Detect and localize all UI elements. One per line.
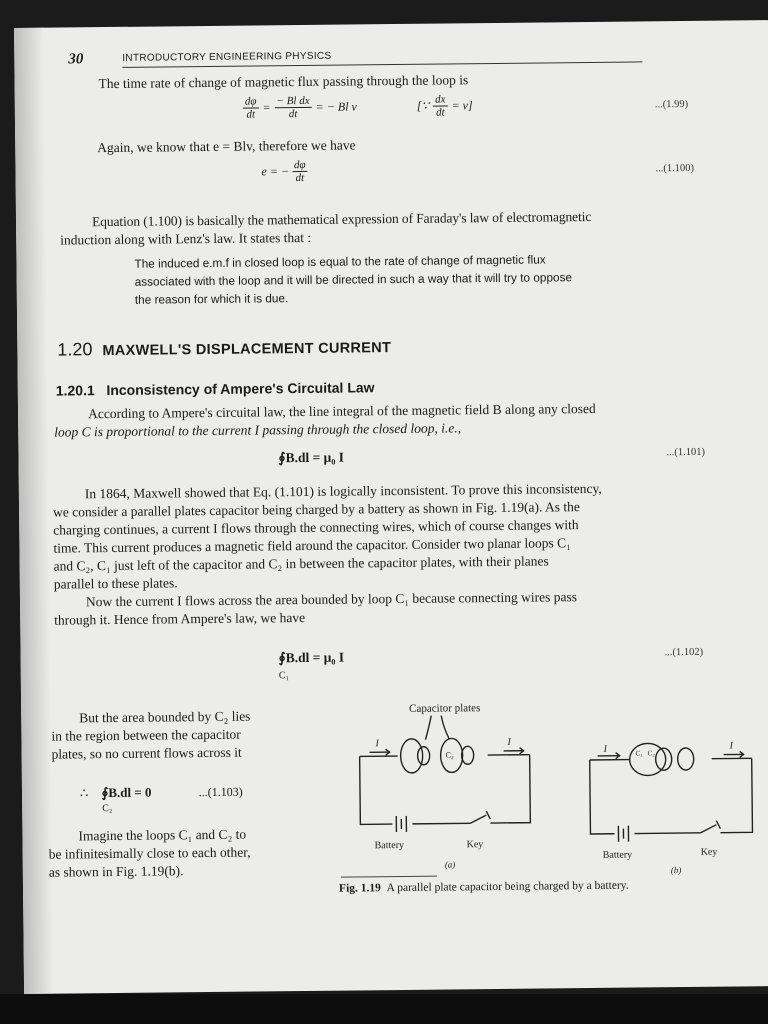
subsection-heading bbox=[56, 379, 375, 398]
eq199-lhs-num: dφ bbox=[243, 95, 259, 108]
capacitor-line: in the region between the capacitor bbox=[51, 726, 241, 744]
faraday-line-1: Equation (1.100) is basically the mathematical expression of Faraday's law of electromagnetic bbox=[91, 208, 592, 230]
eq199-equals: = bbox=[262, 100, 271, 115]
eq1103-therefore: ∴ bbox=[79, 785, 89, 801]
eq1103-expr: ∮B.dl = 0 bbox=[101, 784, 152, 801]
maxwell-line: and C₂, C₁ just left of the capacitor and C₂ in between the capacitor plates, with their planes bbox=[53, 553, 549, 574]
circuit-b-bottom-wire bbox=[634, 833, 700, 834]
ampere-line-1: According to Ampere's circuital law, the line integral of the magnetic field B along any closed bbox=[87, 400, 596, 422]
capacitor-plates-label: Capacitor plates bbox=[409, 702, 481, 715]
maxwell-line: time. This current produces a magnetic field around the capacitor. Consider two planar loops C₁ bbox=[53, 535, 571, 556]
battery-label-b: Battery bbox=[602, 849, 633, 861]
running-head: INTRODUCTORY ENGINEERING PHYSICS bbox=[122, 50, 332, 64]
maxwell-line: parallel to these plates. bbox=[53, 575, 178, 592]
imagine-line: Imagine the loops C₁ and C₂ to bbox=[78, 826, 247, 844]
eq199-lhs-den: dt bbox=[246, 108, 256, 121]
eq1103-number: ...(1.103) bbox=[198, 784, 243, 800]
equation-1-103 bbox=[80, 784, 243, 802]
equation-1-101: ∮B.dl = μ₀ I bbox=[278, 449, 345, 466]
subsection-number: 1.20.1 bbox=[55, 382, 95, 399]
eq199-mid-den: dt bbox=[288, 108, 298, 121]
eq1103-subscript: C₂ bbox=[102, 803, 113, 815]
c2-label: C₂ bbox=[445, 750, 454, 760]
section-title: MAXWELL'S DISPLACEMENT CURRENT bbox=[102, 340, 392, 360]
maxwell-paragraph bbox=[53, 478, 734, 629]
eq199-number: ...(1.99) bbox=[654, 98, 689, 111]
caption-number: Fig. 1.19 bbox=[338, 882, 381, 895]
imagine-paragraph bbox=[48, 825, 339, 882]
pointer-line bbox=[425, 716, 431, 740]
key-switch-tip bbox=[486, 811, 490, 819]
eq199-lhs-frac bbox=[243, 95, 259, 120]
capacitor-plate-right bbox=[462, 746, 474, 764]
sub-label-a: (a) bbox=[444, 859, 456, 870]
eq199-cond-frac bbox=[433, 93, 448, 118]
capacitor-plate-left bbox=[418, 747, 430, 765]
capacitor-figure bbox=[339, 692, 761, 896]
law-quote bbox=[134, 250, 572, 309]
again-line: Again, we know that e = Blv, therefore we have bbox=[97, 137, 356, 156]
circuit-a bbox=[359, 715, 530, 833]
circuit-b-left-wire bbox=[590, 760, 615, 834]
loop-c1-ellipse bbox=[400, 739, 422, 773]
capacitor-line: plates, so no current flows across it bbox=[51, 744, 242, 762]
eq1101-number: ...(1.101) bbox=[666, 446, 706, 459]
eq1100-frac bbox=[292, 159, 308, 184]
eq199-mid-num: − Bl dx bbox=[274, 95, 311, 108]
capacitor-line: But the area bounded by C₂ lies bbox=[79, 708, 251, 726]
maxwell-line: In 1864, Maxwell showed that Eq. (1.101) is logically inconsistent. To prove this inconsistency, bbox=[84, 480, 602, 502]
battery-label-a: Battery bbox=[374, 839, 405, 852]
current-label: I bbox=[507, 736, 511, 748]
key-label-b: Key bbox=[700, 846, 718, 858]
faraday-line-2: induction along with Lenz's law. It states that : bbox=[60, 229, 312, 248]
imagine-line: be infinitesimally close to each other, bbox=[48, 844, 251, 862]
rate-line: The time rate of change of magnetic flux passing through the loop is bbox=[98, 72, 469, 92]
circuit-b-right-wire bbox=[720, 758, 753, 832]
pointer-line bbox=[441, 715, 449, 739]
circuit-a-bottom-wire bbox=[412, 823, 470, 824]
eq199-cond-rhs: = v] bbox=[451, 98, 473, 113]
book-page bbox=[14, 20, 768, 994]
eq1100-lhs: e = − bbox=[261, 164, 290, 179]
equation-1-100 bbox=[261, 159, 307, 184]
caption-text: A parallel plate capacitor being charged by a battery. bbox=[386, 879, 629, 895]
eq1102-subscript: C₁ bbox=[278, 670, 290, 682]
bottom-left-paragraph bbox=[51, 707, 332, 764]
eq199-rhs: = − Bl v bbox=[315, 99, 357, 114]
circuit-a-left-wire bbox=[360, 756, 393, 824]
page-number: 30 bbox=[68, 51, 84, 68]
dark-background-edge bbox=[0, 994, 768, 1024]
eq199-cond-num: dx bbox=[433, 93, 448, 106]
eq199-because: [∵ bbox=[416, 98, 430, 113]
eq199-mid-frac bbox=[274, 95, 311, 120]
key-label-a: Key bbox=[466, 839, 484, 851]
circuit-a-right-wire bbox=[490, 755, 531, 823]
current-label: I bbox=[603, 743, 607, 755]
key-switch-tip bbox=[716, 821, 720, 829]
eq1100-num: dφ bbox=[292, 159, 308, 172]
sub-label-b: (b) bbox=[670, 865, 682, 876]
ampere-line-2: loop C is proportional to the current I passing through the closed loop, i.e., bbox=[54, 420, 462, 440]
quote-line: the reason for which it is due. bbox=[134, 291, 289, 307]
imagine-line: as shown in Fig. 1.19(b). bbox=[48, 863, 184, 880]
loops-close-ellipse bbox=[630, 743, 666, 775]
maxwell-line: we consider a parallel plates capacitor being charged by a battery as shown in Fig. 1.19(a). As the bbox=[52, 499, 580, 520]
capacitor-plate-right-b bbox=[678, 748, 694, 770]
eq1100-number: ...(1.100) bbox=[655, 162, 695, 175]
equation-1-102: ∮B.dl = μ₀ I bbox=[278, 649, 345, 666]
key-switch bbox=[700, 825, 716, 833]
eq1100-den: dt bbox=[295, 171, 305, 185]
subsection-title: Inconsistency of Ampere's Circuital Law bbox=[106, 379, 375, 399]
eq1102-number: ...(1.102) bbox=[664, 646, 704, 659]
maxwell-line: charging continues, a current I flows through the connecting wires, which of course changes with bbox=[53, 517, 579, 538]
now-line: through it. Hence from Ampere's law, we have bbox=[54, 609, 306, 628]
quote-line: The induced e.m.f in closed loop is equal to the rate of change of magnetic flux bbox=[134, 252, 546, 271]
current-label: I bbox=[375, 738, 379, 750]
c2-label-b: C₂ bbox=[647, 749, 655, 758]
c1-label-b: C₁ bbox=[635, 749, 643, 758]
quote-line: associated with the loop and it will be directed in such a way that it will try to oppose bbox=[134, 270, 573, 289]
section-number: 1.20 bbox=[57, 339, 93, 360]
key-switch bbox=[470, 815, 486, 823]
current-label: I bbox=[729, 740, 733, 752]
equation-1-99 bbox=[243, 93, 473, 120]
section-heading bbox=[57, 336, 391, 360]
circuit-b bbox=[590, 742, 753, 842]
eq199-cond-den: dt bbox=[436, 106, 445, 119]
now-line: Now the current I flows across the area bounded by loop C₁ because connecting wires pass bbox=[85, 589, 578, 610]
